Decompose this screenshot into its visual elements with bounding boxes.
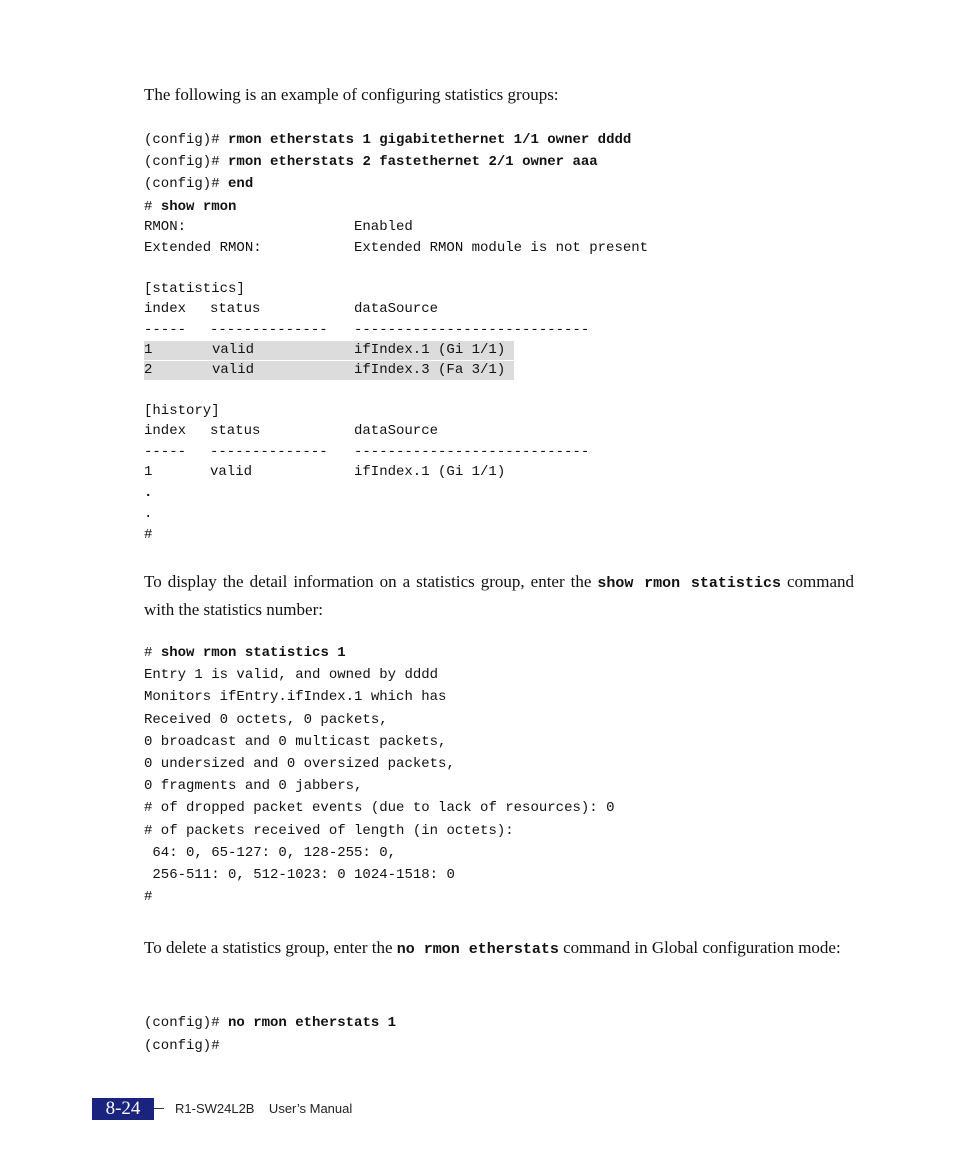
dash-datasource: ----------------------------	[354, 444, 590, 460]
header-datasource: dataSource	[354, 423, 439, 439]
end-prompt: (config)#	[144, 1038, 220, 1054]
ellipsis-dot-1: .	[144, 485, 153, 501]
code-line-config-2	[144, 153, 598, 171]
dash-index: -----	[144, 322, 187, 338]
stats-output-line: # of packets received of length (in octets):	[144, 823, 514, 839]
header-status: status	[210, 423, 261, 439]
dash-status: --------------	[210, 444, 328, 460]
cell-datasource: ifIndex.1 (Gi 1/1)	[354, 464, 506, 480]
ext-rmon-value: Extended RMON module is not present	[354, 240, 649, 256]
cli-command: show rmon statistics 1	[160, 645, 346, 661]
inline-command: no rmon etherstats	[396, 941, 559, 958]
intro-paragraph: The following is an example of configuring statistics groups:	[144, 85, 559, 104]
cell-datasource: ifIndex.3 (Fa 3/1)	[354, 362, 506, 378]
cli-command: rmon etherstats 2 fastethernet 2/1 owner aaa	[228, 154, 598, 170]
header-datasource: dataSource	[354, 301, 439, 317]
stats-output-line: Monitors ifEntry.ifIndex.1 which has	[144, 689, 447, 705]
cli-command: no rmon etherstats 1	[228, 1015, 397, 1031]
code-line-show-rmon	[144, 198, 236, 216]
cell-index: 1	[144, 342, 153, 358]
stats-output-line: 0 undersized and 0 oversized packets,	[144, 756, 455, 772]
cell-index: 1	[144, 464, 153, 480]
cli-command: end	[228, 176, 254, 192]
paragraph-text: To display the detail information on a statistics group, enter the	[144, 572, 598, 591]
stats-output-line: 0 broadcast and 0 multicast packets,	[144, 734, 447, 750]
paragraph-text: command in Global configuration mode:	[558, 938, 841, 957]
cell-status: valid	[212, 362, 255, 378]
cell-index: 2	[144, 362, 153, 378]
stats-output-line: Received 0 octets, 0 packets,	[144, 712, 388, 728]
cell-status: valid	[210, 464, 253, 480]
dash-index: -----	[144, 444, 187, 460]
stats-output-line: 64: 0, 65-127: 0, 128-255: 0,	[144, 845, 397, 861]
page-number: 8-24	[92, 1098, 154, 1120]
statistics-row-2	[144, 361, 514, 380]
rmon-label: RMON:	[144, 219, 187, 235]
ext-rmon-label: Extended RMON:	[144, 240, 262, 256]
cli-prompt: #	[144, 199, 161, 215]
cli-command: rmon etherstats 1 gigabitethernet 1/1 owner dddd	[228, 132, 632, 148]
delete-paragraph	[144, 935, 854, 963]
stats-output-line: 256-511: 0, 512-1023: 0 1024-1518: 0	[144, 867, 455, 883]
dash-datasource: ----------------------------	[354, 322, 590, 338]
cell-status: valid	[212, 342, 255, 358]
cli-prompt: (config)#	[144, 132, 229, 148]
detail-paragraph	[144, 569, 854, 623]
cli-prompt: #	[144, 645, 161, 661]
code-line-config-1	[144, 131, 631, 149]
header-index: index	[144, 423, 187, 439]
stats-output-line: # of dropped packet events (due to lack of resources): 0	[144, 800, 615, 816]
code-line-show-stats	[144, 644, 346, 662]
history-section-label: [history]	[144, 403, 220, 419]
cli-prompt: (config)#	[144, 154, 229, 170]
cli-prompt: (config)#	[144, 176, 229, 192]
statistics-row-1	[144, 341, 514, 360]
code-line-no-rmon	[144, 1014, 396, 1032]
cli-prompt: (config)#	[144, 1015, 229, 1031]
header-index: index	[144, 301, 187, 317]
header-status: status	[210, 301, 261, 317]
stats-output-line: #	[144, 889, 153, 905]
end-prompt: #	[144, 527, 153, 543]
stats-output-line: 0 fragments and 0 jabbers,	[144, 778, 363, 794]
paragraph-text: To delete a statistics group, enter the	[144, 938, 397, 957]
paragraph-text: command with the statistics number:	[144, 572, 854, 619]
inline-command: show rmon statistics	[597, 575, 781, 592]
cell-datasource: ifIndex.1 (Gi 1/1)	[354, 342, 506, 358]
cli-command: show rmon	[160, 199, 237, 215]
footer-divider	[154, 1108, 164, 1109]
stats-output-line: Entry 1 is valid, and owned by dddd	[144, 667, 439, 683]
dash-status: --------------	[210, 322, 328, 338]
statistics-section-label: [statistics]	[144, 281, 245, 297]
manual-title: R1-SW24L2B User’s Manual	[175, 1101, 353, 1116]
ellipsis-dot-2: .	[144, 506, 153, 522]
rmon-value: Enabled	[354, 219, 413, 235]
code-line-config-3	[144, 175, 253, 193]
